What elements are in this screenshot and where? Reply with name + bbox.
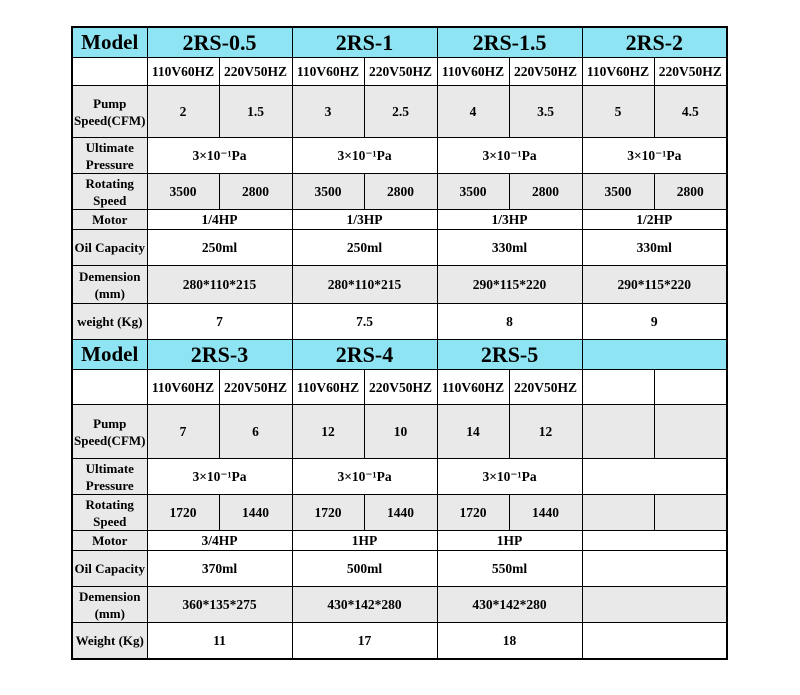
value-cell: 250ml [147,230,292,266]
empty-cell [582,531,727,551]
row-label: Motor [72,531,147,551]
specifications-table [71,26,728,660]
oil-capacity-row [72,551,727,587]
value-cell: 550ml [437,551,582,587]
value-cell: 2800 [509,174,582,210]
value-cell: 10 [364,405,437,459]
value-cell: 280*110*215 [147,266,292,304]
value-cell: 11 [147,623,292,659]
value-cell: 1440 [219,495,292,531]
frequency-row [72,370,727,405]
row-label: Pump Speed(CFM) [72,405,147,459]
freq-cell: 110V60HZ [437,58,509,86]
value-cell: 4 [437,86,509,138]
row-label: Weight (Kg) [72,623,147,659]
value-cell: 1/3HP [292,210,437,230]
weight-row [72,304,727,340]
value-cell: 3×10⁻¹Pa [437,138,582,174]
model-name: 2RS-4 [292,340,437,370]
rotating-speed-row [72,174,727,210]
value-cell: 3500 [292,174,364,210]
row-label: Rotating Speed [72,174,147,210]
value-cell: 3500 [582,174,654,210]
freq-cell: 110V60HZ [292,58,364,86]
model-name: 2RS-1.5 [437,27,582,58]
value-cell: 12 [292,405,364,459]
value-cell: 3×10⁻¹Pa [147,138,292,174]
value-cell: 1720 [437,495,509,531]
empty-cell [582,623,727,659]
freq-cell: 110V60HZ [292,370,364,405]
weight-row [72,623,727,659]
pump-speed-row [72,86,727,138]
value-cell: 2.5 [364,86,437,138]
value-cell: 12 [509,405,582,459]
value-cell: 3.5 [509,86,582,138]
empty-cell [654,370,727,405]
freq-cell: 110V60HZ [437,370,509,405]
value-cell: 3×10⁻¹Pa [582,138,727,174]
value-cell: 7 [147,405,219,459]
freq-cell: 110V60HZ [582,58,654,86]
ultimate-pressure-row [72,138,727,174]
value-cell: 280*110*215 [292,266,437,304]
empty-cell [654,495,727,531]
freq-cell: 110V60HZ [147,58,219,86]
value-cell: 1.5 [219,86,292,138]
value-cell: 1HP [292,531,437,551]
model-label: Model [72,27,147,58]
model-header-row [72,27,727,58]
value-cell: 17 [292,623,437,659]
value-cell: 3×10⁻¹Pa [292,459,437,495]
model-label: Model [72,340,147,370]
row-label: Pump Speed(CFM) [72,86,147,138]
value-cell: 1720 [147,495,219,531]
value-cell: 290*115*220 [582,266,727,304]
row-label: Demension (mm) [72,266,147,304]
model-name: 2RS-0.5 [147,27,292,58]
empty-cell [582,370,654,405]
row-label: Ultimate Pressure [72,459,147,495]
freq-cell: 220V50HZ [509,370,582,405]
value-cell: 3/4HP [147,531,292,551]
row-label: Oil Capacity [72,230,147,266]
freq-cell: 220V50HZ [364,58,437,86]
empty-cell [72,370,147,405]
row-label: Oil Capacity [72,551,147,587]
motor-row [72,531,727,551]
value-cell: 2800 [219,174,292,210]
model-header-row [72,340,727,370]
oil-capacity-row [72,230,727,266]
value-cell: 5 [582,86,654,138]
row-label: Demension (mm) [72,587,147,623]
value-cell: 330ml [582,230,727,266]
motor-row [72,210,727,230]
value-cell: 3 [292,86,364,138]
empty-cell [582,495,654,531]
value-cell: 3×10⁻¹Pa [292,138,437,174]
value-cell: 1/3HP [437,210,582,230]
value-cell: 1440 [509,495,582,531]
value-cell: 2 [147,86,219,138]
value-cell: 2800 [654,174,727,210]
value-cell: 1/2HP [582,210,727,230]
value-cell: 18 [437,623,582,659]
value-cell: 250ml [292,230,437,266]
model-name: 2RS-2 [582,27,727,58]
value-cell: 1720 [292,495,364,531]
empty-cell [582,405,654,459]
empty-cell [582,551,727,587]
rotating-speed-row [72,495,727,531]
value-cell: 370ml [147,551,292,587]
row-label: weight (Kg) [72,304,147,340]
value-cell: 7.5 [292,304,437,340]
value-cell: 6 [219,405,292,459]
frequency-row [72,58,727,86]
value-cell: 430*142*280 [437,587,582,623]
empty-cell [72,58,147,86]
row-label: Rotating Speed [72,495,147,531]
row-label: Ultimate Pressure [72,138,147,174]
value-cell: 9 [582,304,727,340]
value-cell: 3×10⁻¹Pa [147,459,292,495]
value-cell: 500ml [292,551,437,587]
freq-cell: 220V50HZ [219,58,292,86]
value-cell: 430*142*280 [292,587,437,623]
value-cell: 1/4HP [147,210,292,230]
value-cell: 360*135*275 [147,587,292,623]
value-cell: 8 [437,304,582,340]
value-cell: 4.5 [654,86,727,138]
dimension-row [72,587,727,623]
value-cell: 290*115*220 [437,266,582,304]
model-name: 2RS-5 [437,340,582,370]
value-cell: 1HP [437,531,582,551]
model-name: 2RS-1 [292,27,437,58]
model-name: 2RS-3 [147,340,292,370]
value-cell: 330ml [437,230,582,266]
value-cell: 7 [147,304,292,340]
freq-cell: 220V50HZ [364,370,437,405]
empty-cell [582,459,727,495]
freq-cell: 110V60HZ [147,370,219,405]
value-cell: 3×10⁻¹Pa [437,459,582,495]
freq-cell: 220V50HZ [654,58,727,86]
value-cell: 1440 [364,495,437,531]
value-cell: 14 [437,405,509,459]
pump-speed-row [72,405,727,459]
value-cell: 2800 [364,174,437,210]
freq-cell: 220V50HZ [509,58,582,86]
row-label: Motor [72,210,147,230]
dimension-row [72,266,727,304]
value-cell: 3500 [437,174,509,210]
ultimate-pressure-row [72,459,727,495]
model-name [582,340,727,370]
empty-cell [654,405,727,459]
freq-cell: 220V50HZ [219,370,292,405]
value-cell: 3500 [147,174,219,210]
empty-cell [582,587,727,623]
